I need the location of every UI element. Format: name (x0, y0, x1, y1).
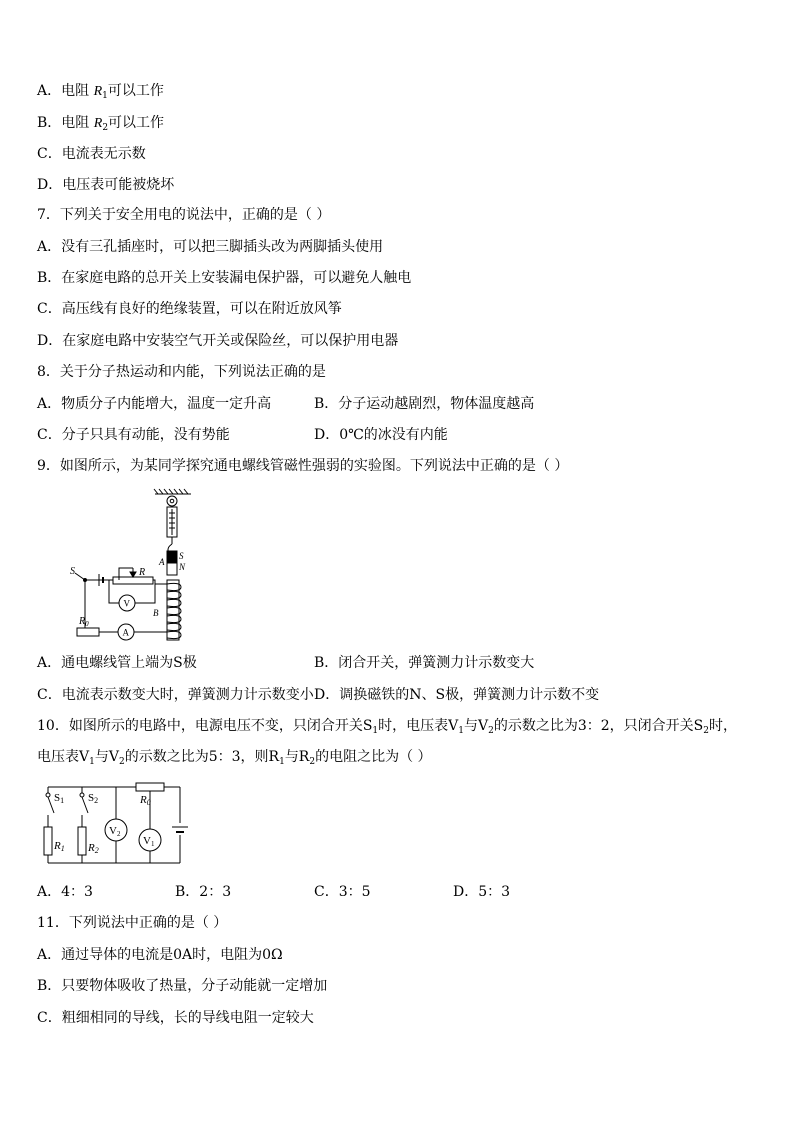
resistor-r0 (136, 783, 164, 791)
solenoid-end-label: B (153, 608, 159, 618)
v1-label: V1 (143, 835, 155, 848)
magnet-n-label: N (179, 562, 186, 572)
r2-label: R2 (88, 842, 99, 855)
q7-option-d: D．在家庭电路中安装空气开关或保险丝，可以保护用电器 (37, 333, 399, 349)
q8-option-b: B．分子运动越剧烈，物体温度越高 (314, 396, 535, 412)
q9-option-b: B．闭合开关，弹簧测力计示数变大 (314, 655, 535, 671)
q7-option-c: C．高压线有良好的绝缘装置，可以在附近放风筝 (37, 301, 342, 317)
q7-stem: 7．下列关于安全用电的说法中，正确的是（ ） (37, 207, 331, 223)
q10-stem-line1: 10．如图所示的电路中，电源电压不变，只闭合开关$S_1$时，电压表$V_1$与$V_2$的示数之比为3：2，只闭合开关$S_2$时， (37, 718, 737, 736)
r0-label: R0 (140, 794, 151, 807)
q11-stem: 11．下列说法中正确的是（ ） (37, 915, 228, 931)
q7-option-a: A．没有三孔插座时，可以把三脚插头改为两脚插头使用 (37, 239, 384, 255)
resistor-r0 (77, 628, 99, 636)
q6-option-c: C．电流表无示数 (37, 146, 146, 162)
magnet-end-label: A (159, 557, 165, 567)
q8-option-a: A．物质分子内能增大，温度一定升高 (37, 396, 272, 412)
q9-figure (55, 488, 205, 646)
q10-stem-line2: 电压表$V_1$与$V_2$的示数之比为5：3，则$R_1$与$R_2$的电阻之比为（ ） (37, 749, 432, 767)
q9-option-d: D．调换磁铁的N、S极，弹簧测力计示数不变 (314, 687, 600, 703)
s1-label: S1 (54, 792, 65, 805)
q9-option-c: C．电流表示数变大时，弹簧测力计示数变小 (37, 687, 314, 703)
resistor-r2 (78, 827, 86, 855)
q8-stem: 8．关于分子热运动和内能，下列说法正确的是 (37, 364, 326, 380)
v2-label: V2 (109, 825, 121, 838)
q10-figure (36, 777, 188, 869)
q6-option-d: D．电压表可能被烧坏 (37, 177, 175, 193)
r0-label: $R_0$ (79, 616, 89, 628)
q11-option-a: A．通过导体的电流是0A时，电阻为0Ω (37, 947, 283, 963)
s2-label: S2 (88, 792, 99, 805)
ammeter-label: A (122, 627, 129, 638)
q6-option-b: B．电阻 $R_2$可以工作 (37, 115, 165, 133)
resistor-r1 (44, 827, 52, 855)
q7-option-b: B．在家庭电路的总开关上安装漏电保护器，可以避免人触电 (37, 270, 412, 286)
switch-blade (75, 573, 85, 580)
q11-option-b: B．只要物体吸收了热量，分子动能就一定增加 (37, 978, 328, 994)
q10-option-d: D．5：3 (453, 884, 511, 900)
r1-label: R1 (54, 840, 65, 853)
q11-option-c: C．粗细相同的导线，长的导线电阻一定较大 (37, 1010, 314, 1026)
q9-stem: 9．如图所示，为某同学探究通电螺线管磁性强弱的实验图。下列说法中正确的是（ ） (37, 458, 569, 474)
q8-option-d: D．0℃的冰没有内能 (314, 427, 448, 443)
magnet-s-label: S (179, 551, 184, 561)
rheostat-label: R (139, 567, 146, 578)
switch-label: S (70, 566, 75, 577)
q6-option-a: A．电阻 $R_1$可以工作 (37, 83, 164, 101)
q10-option-b: B．2：3 (175, 884, 232, 900)
scale-ring (167, 496, 177, 506)
q9-option-a: A．通电螺线管上端为S极 (37, 655, 197, 671)
q10-option-a: A．4：3 (37, 884, 93, 900)
q10-option-c: C．3：5 (314, 884, 371, 900)
voltmeter-label: V (123, 598, 130, 609)
q8-option-c: C．分子只具有动能，没有势能 (37, 427, 230, 443)
